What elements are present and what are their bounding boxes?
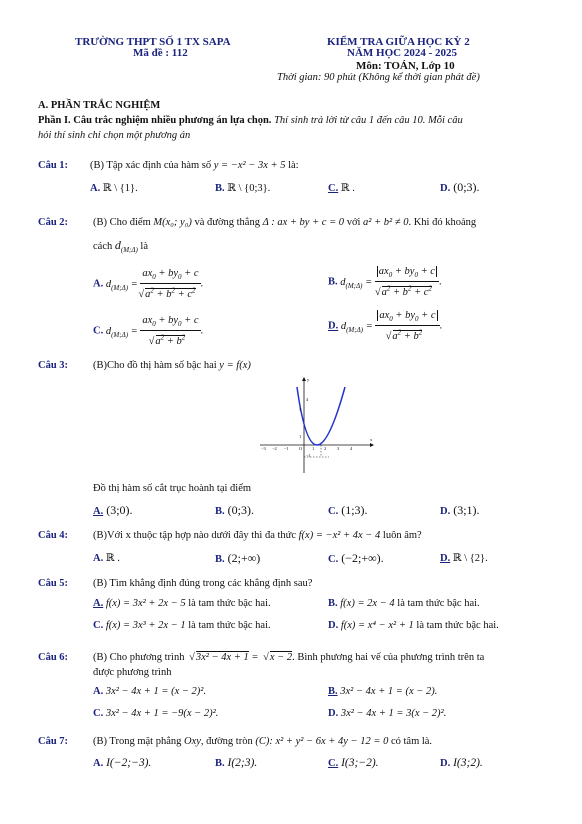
q7-tail: có tâm là. (390, 736, 433, 747)
q2-condition: a² + b² ≠ 0 (363, 217, 409, 228)
q6-tail: . Bình phương hai vế của phương trình trên ta (292, 652, 485, 663)
q6-option-b[interactable] (328, 686, 437, 697)
option-letter: B. (328, 686, 338, 697)
option-expr: f(x) = x⁴ − x² + 1 (340, 620, 414, 631)
q1-option-b[interactable] (215, 182, 270, 194)
part-title: Phần I. Câu trắc nghiệm nhiều phương án lựa chọn. (38, 115, 272, 126)
option-expr: 3x² − 4x + 1 = 3(x − 2)². (340, 708, 447, 719)
q7-stem-2: , đường tròn (200, 736, 253, 747)
time-limit: Thời gian: 90 phút (Không kể thời gian phát đề) (277, 72, 480, 83)
q4-option-b[interactable] (215, 551, 260, 566)
option-letter: A. (93, 686, 104, 697)
school-year: NĂM HỌC 2024 - 2025 (347, 47, 457, 59)
option-text: ℝ . (340, 183, 355, 194)
q6-option-a[interactable] (93, 686, 206, 697)
option-letter: A. (93, 758, 104, 769)
q4-stem: (B)Với x thuộc tập hợp nào dưới đây thì đa thức (93, 530, 297, 541)
q7-circle: (C): x² + y² − 6x + 4y − 12 = 0 (255, 736, 389, 747)
q4-option-d[interactable] (440, 552, 488, 564)
x-tick: −1 (284, 446, 289, 451)
q1-option-a[interactable] (90, 182, 138, 194)
q6-text (93, 652, 484, 663)
option-text: (0;3). (227, 503, 254, 517)
y-axis-label: y (307, 377, 310, 382)
option-expr: f(x) = 2x − 4 (340, 598, 395, 609)
subject: Môn: TOÁN, Lớp 10 (356, 60, 455, 72)
option-letter: D. (440, 553, 451, 564)
q5-option-c[interactable] (93, 620, 271, 631)
q2-stem-2: và đường thẳng (194, 217, 260, 228)
option-letter: B. (215, 183, 225, 194)
option-expr: 3x² − 4x + 1 = (x − 2). (340, 686, 438, 697)
section-title: A. PHẦN TRẮC NGHIỆM (38, 100, 161, 111)
option-letter: C. (93, 325, 104, 337)
q2-line: Δ : ax + by + c = 0 (262, 217, 345, 228)
q7-option-c[interactable] (328, 757, 379, 769)
option-text: ℝ \ {0;3}. (227, 183, 271, 194)
exam-code: Mã đề : 112 (133, 47, 188, 59)
option-text: ℝ \ {2}. (452, 553, 488, 564)
q7-label: Câu 7: (38, 736, 69, 747)
q1-option-d[interactable] (440, 180, 480, 195)
q3-option-b[interactable] (215, 503, 254, 518)
x-tick: 3 (337, 446, 340, 451)
option-letter: D. (440, 183, 451, 194)
q6-expr-right: √ x − 2 (270, 651, 292, 663)
x-tick: −2 (272, 446, 277, 451)
q7-option-d[interactable] (440, 757, 483, 769)
q5-option-a[interactable] (93, 598, 271, 609)
option-letter: C. (328, 506, 339, 517)
y-tick: 1 (299, 434, 302, 439)
q3-option-a[interactable] (93, 503, 133, 518)
q6-label: Câu 6: (38, 652, 69, 663)
option-text: (1;3). (341, 503, 368, 517)
option-letter: C. (93, 620, 104, 631)
q4-label: Câu 4: (38, 530, 69, 541)
option-letter: B. (215, 506, 225, 517)
option-letter: C. (93, 708, 104, 719)
option-text: ℝ . (105, 553, 120, 564)
option-letter: C. (328, 183, 339, 194)
option-expr: I(2;3). (227, 757, 258, 769)
option-letter: D. (440, 758, 451, 769)
q5-option-d[interactable] (328, 620, 499, 631)
q3-text (93, 360, 251, 371)
option-text: (0;3). (453, 180, 480, 194)
q2-stem: (B) Cho điểm (93, 217, 151, 228)
q6-text-2: được phương trình (93, 667, 172, 678)
option-letter: C. (328, 758, 339, 769)
q4-option-a[interactable] (93, 552, 120, 564)
part-note-2: hỏi thí sinh chỉ chọn một phương án (38, 130, 191, 141)
q2-option-d[interactable]: D. $d_{(M;\Delta)}$ = $ax_0 + by_0 + c$ √ $a^2 + b^2$ . (328, 310, 442, 343)
option-expr: I(3;2). (453, 757, 483, 769)
option-text: (3;0). (106, 503, 133, 517)
x-tick: 4 (350, 446, 353, 451)
option-letter: D. (440, 506, 451, 517)
option-expr: f(x) = 3x² + 2x − 5 (105, 598, 186, 609)
q3-stem: (B)Cho đồ thị hàm số bậc hai (93, 360, 217, 371)
part-instructions (38, 115, 463, 126)
q6-option-d[interactable] (328, 708, 446, 719)
q2-option-b[interactable]: B. $d_{(M;\Delta)}$ = $ax_0 + by_0 + c$ √ $a^2 + b^2 + c^2$ . (328, 266, 442, 299)
option-text: là tam thức bậc hai. (416, 620, 499, 631)
q2-stem-3: với (346, 217, 361, 228)
q3-option-c[interactable] (328, 503, 368, 518)
q3-label: Câu 3: (38, 360, 69, 371)
option-letter: A. (93, 553, 104, 564)
option-expr: 3x² − 4x + 1 = −9(x − 2)². (105, 708, 219, 719)
option-expr: I(−2;−3). (106, 757, 152, 769)
option-letter: D. (328, 320, 339, 332)
option-letter: D. (328, 708, 339, 719)
q6-option-c[interactable] (93, 708, 218, 719)
option-letter: A. (93, 598, 104, 609)
q5-option-b[interactable] (328, 598, 480, 609)
option-letter: A. (90, 183, 101, 194)
q5-text: (B) Tìm khẳng định đúng trong các khẳng định sau? (93, 578, 313, 589)
q2-point: M(x₀; y₀) (153, 217, 192, 228)
option-letter: C. (328, 554, 339, 565)
option-letter: B. (215, 554, 225, 565)
part-note-1: Thí sinh trả lời từ câu 1 đến câu 10. Mỗi câu (271, 115, 463, 126)
q6-expr-left: √ 3x² − 4x + 1 (196, 651, 249, 663)
q4-expr: f(x) = −x² + 4x − 4 (298, 530, 381, 541)
q3-expr: y = f(x) (219, 360, 251, 371)
y-tick: 3 (299, 407, 302, 412)
x-tick: 1 (312, 446, 315, 451)
q2-label: Câu 2: (38, 217, 69, 228)
q1-text (90, 160, 299, 171)
option-letter: B. (328, 276, 338, 288)
x-tick: 2 (324, 446, 327, 451)
q4-tail: luôn âm? (382, 530, 422, 541)
q5-label: Câu 5: (38, 578, 69, 589)
option-text: ℝ \ {1}. (102, 183, 138, 194)
option-expr: 3x² − 4x + 1 = (x − 2)². (105, 686, 207, 697)
option-text: là tam thức bậc hai. (397, 598, 480, 609)
q1-tail: là: (288, 160, 299, 171)
option-letter: B. (215, 758, 225, 769)
q1-label: Câu 1: (38, 160, 69, 171)
q2-option-c[interactable]: C. $d_{(M;\Delta)}$ = $ax_0 + by_0 + c$ √ $a^2 + b^2$ . (93, 315, 203, 348)
x-tick: −3 (261, 446, 266, 451)
option-text: (2;+∞) (227, 551, 261, 565)
q1-option-c[interactable] (328, 182, 355, 194)
q7-option-b[interactable] (215, 757, 257, 769)
origin-label: O (299, 446, 303, 451)
exam-title: KIỂM TRA GIỮA HỌC KỲ 2 (327, 36, 470, 48)
option-text: là tam thức bậc hai. (188, 598, 271, 609)
q2-option-a[interactable]: A. $d_{(M;\Delta)}$ = $ax_0 + by_0 + c$ √ $a^2 + b^2 + c^2$ . (93, 268, 203, 301)
q2-text (93, 217, 476, 228)
q6-stem: (B) Cho phương trình (93, 652, 185, 663)
q2-distance-sub: (M;Δ) (120, 246, 138, 255)
q7-text (93, 736, 432, 747)
x-axis-label: x (370, 437, 373, 442)
q4-option-c[interactable] (328, 551, 384, 566)
q1-stem: (B) Tập xác định của hàm số (90, 160, 212, 171)
option-letter: A. (93, 278, 104, 290)
school-name: TRƯỜNG THPT SỐ 1 TX SAPA (75, 36, 231, 48)
q3-option-d[interactable] (440, 503, 480, 518)
q2-stem-6: là (140, 241, 148, 252)
q7-stem: (B) Trong mặt phẳng (93, 736, 182, 747)
q2-stem-5: cách (93, 241, 113, 252)
option-letter: A. (93, 506, 104, 517)
option-expr: I(3;−2). (341, 757, 379, 769)
y-tick: 4 (306, 397, 309, 402)
q7-option-a[interactable] (93, 757, 151, 769)
q1-expr: y = −x² − 3x + 5 (213, 160, 286, 171)
q6-equals: = (251, 652, 259, 663)
option-text: (3;1). (453, 503, 480, 517)
option-letter: B. (328, 598, 338, 609)
y-tick: −1 (306, 453, 311, 458)
option-text: (−2;+∞). (341, 551, 384, 565)
option-text: là tam thức bậc hai. (188, 620, 271, 631)
q2-stem-4: . Khi đó khoảng (408, 217, 477, 228)
q2-distance-symbol: d (114, 238, 121, 252)
option-expr: f(x) = 3x³ + 2x − 1 (105, 620, 186, 631)
q4-text (93, 530, 422, 541)
q2-text-line2 (93, 238, 148, 254)
parabola-graph (255, 375, 375, 475)
q3-after-text: Đồ thị hàm số cắt trục hoành tại điểm (93, 483, 252, 494)
option-letter: D. (328, 620, 339, 631)
q7-plane: Oxy (184, 736, 201, 747)
